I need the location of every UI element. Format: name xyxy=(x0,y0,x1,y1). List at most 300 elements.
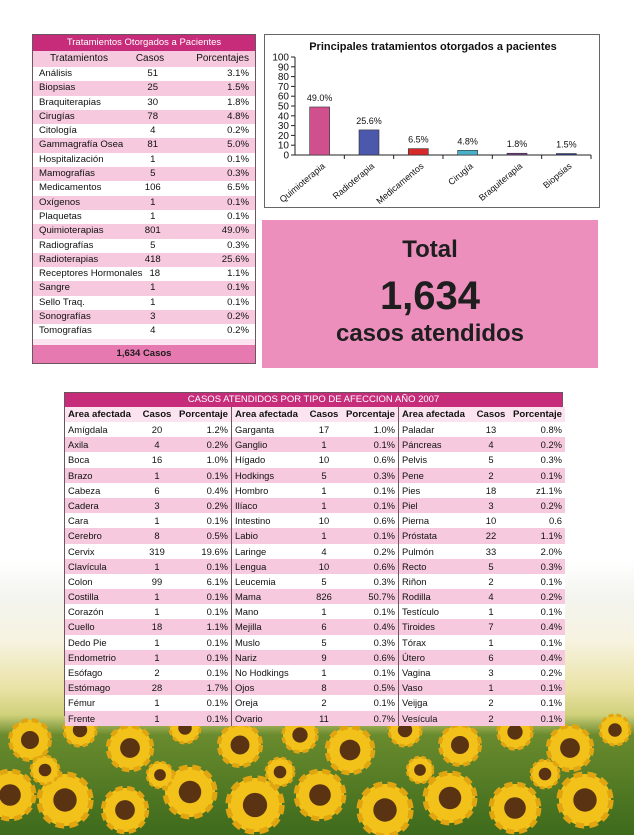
table-row xyxy=(399,483,565,498)
area-name: Mejilla xyxy=(235,621,262,633)
area-cases: 2 xyxy=(488,469,494,481)
table-row xyxy=(232,559,398,574)
treatment-name: Radiografías xyxy=(39,239,94,251)
area-percentage: 1.2% xyxy=(206,424,228,435)
sunflower-icon xyxy=(31,756,59,784)
sunflower-icon xyxy=(108,726,152,770)
area-cases: 2 xyxy=(154,667,160,678)
area-cases: 10 xyxy=(318,454,330,466)
area-percentage: 0.2% xyxy=(540,667,562,678)
table-row xyxy=(399,589,565,604)
area-name: Tiroides xyxy=(402,621,435,633)
area-percentage: 1.1% xyxy=(206,621,228,633)
area-percentage: 0.2% xyxy=(206,439,228,451)
area-name: Ilíaco xyxy=(235,499,258,511)
data-label: 1.8% xyxy=(506,139,528,150)
table-row xyxy=(65,619,231,634)
table-row xyxy=(232,452,398,467)
total-value: 1,634 xyxy=(379,274,481,318)
area-cases: 10 xyxy=(485,515,497,527)
area-percentage: 0.1% xyxy=(540,606,562,618)
affections-column xyxy=(231,407,399,726)
sunflower-icon xyxy=(407,757,433,783)
table-row xyxy=(65,498,231,513)
area-cases: 5 xyxy=(321,469,327,481)
area-name: Axila xyxy=(68,439,89,451)
treatment-name: Sello Traq. xyxy=(39,296,85,308)
data-label: 1.5% xyxy=(556,139,577,150)
area-percentage: 0.1% xyxy=(206,591,228,603)
area-name: Laringe xyxy=(235,545,267,557)
area-name: Tórax xyxy=(402,636,426,648)
area-percentage: 0.8% xyxy=(540,424,562,435)
table-row xyxy=(33,167,255,181)
treatments-chart xyxy=(264,34,600,208)
area-cases: 18 xyxy=(151,621,163,633)
total-label: Total xyxy=(402,236,458,263)
area-cases: 6 xyxy=(154,484,160,496)
area-cases: 22 xyxy=(485,530,497,542)
area-cases: 1 xyxy=(488,606,494,618)
header-area: Area afectada xyxy=(402,409,465,420)
affections-table-title: CASOS ATENDIDOS POR TIPO DE AFECCION AÑO 2007 xyxy=(65,393,562,407)
area-percentage: 0.6% xyxy=(373,515,395,527)
area-cases: 1 xyxy=(321,439,327,451)
area-cases: 2 xyxy=(488,712,494,724)
area-cases: 18 xyxy=(485,484,497,496)
area-name: Ganglio xyxy=(235,439,268,451)
treatment-name: Braquiterapias xyxy=(39,96,101,108)
treatment-percentage: 0.1% xyxy=(227,282,249,294)
treatment-name: Gammagrafía Osea xyxy=(39,139,124,151)
x-tick-label: Braquiterapia xyxy=(476,160,525,203)
y-tick-label: 50 xyxy=(277,101,289,113)
sunflower-icon xyxy=(491,784,539,832)
table-row xyxy=(33,267,255,281)
area-name: Colon xyxy=(68,575,93,587)
table-row xyxy=(232,635,398,650)
area-percentage: 0.2% xyxy=(540,591,562,603)
area-cases: 33 xyxy=(485,545,497,557)
table-row xyxy=(65,437,231,452)
area-name: Cerebro xyxy=(68,530,102,542)
area-name: Frente xyxy=(68,712,96,724)
area-cases: 1 xyxy=(154,697,160,709)
area-cases: 4 xyxy=(154,439,160,451)
area-cases: 8 xyxy=(154,530,160,542)
x-tick-label: Quimioterapia xyxy=(277,160,327,205)
table-row xyxy=(33,224,255,238)
area-cases: 10 xyxy=(318,515,330,527)
table-row xyxy=(65,665,231,680)
treatment-cases: 1 xyxy=(150,296,156,308)
table-row xyxy=(33,210,255,224)
treatments-table-total: 1,634 Casos xyxy=(33,345,255,363)
area-percentage: 0.1% xyxy=(206,651,228,663)
area-cases: 5 xyxy=(488,454,494,466)
area-cases: 1 xyxy=(321,667,327,678)
area-name: Cabeza xyxy=(68,484,101,496)
y-tick-label: 90 xyxy=(277,62,289,74)
area-name: Páncreas xyxy=(402,439,442,451)
area-percentage: 0.4% xyxy=(540,621,562,633)
treatment-cases: 1 xyxy=(150,210,156,222)
y-tick-label: 100 xyxy=(272,52,289,64)
area-cases: 5 xyxy=(321,575,327,587)
treatment-percentage: 6.5% xyxy=(227,182,249,194)
area-cases: 1 xyxy=(154,712,160,724)
treatment-cases: 418 xyxy=(144,253,161,265)
table-row xyxy=(399,513,565,528)
treatment-percentage: 0.1% xyxy=(227,153,249,165)
treatments-table-body xyxy=(33,67,255,339)
area-name: Leucemia xyxy=(235,575,276,587)
x-tick-label: Cirugía xyxy=(446,160,475,188)
sunflower-icon xyxy=(600,715,630,745)
treatment-cases: 81 xyxy=(147,139,159,151)
table-row xyxy=(65,422,231,437)
treatment-percentage: 3.1% xyxy=(227,68,249,79)
area-name: Pierna xyxy=(402,515,430,527)
area-name: Piel xyxy=(402,499,418,511)
area-cases: 13 xyxy=(485,424,497,435)
treatment-cases: 5 xyxy=(150,239,156,251)
table-row xyxy=(232,650,398,665)
area-percentage: 0.1% xyxy=(206,606,228,618)
area-name: Mano xyxy=(235,606,259,618)
table-row xyxy=(33,110,255,124)
y-tick-label: 10 xyxy=(277,140,289,152)
area-percentage: 0.6% xyxy=(373,454,395,466)
sunflower-icon xyxy=(228,778,282,832)
table-row xyxy=(33,138,255,152)
x-tick-label: Biopsias xyxy=(541,160,574,191)
area-name: Paladar xyxy=(402,424,435,435)
treatments-table-header xyxy=(33,51,255,67)
y-tick-label: 0 xyxy=(283,150,289,162)
treatment-percentage: 0.1% xyxy=(227,196,249,208)
area-name: Costilla xyxy=(68,591,99,603)
table-row xyxy=(399,437,565,452)
area-name: Cara xyxy=(68,515,89,527)
treatment-cases: 1 xyxy=(150,153,156,165)
area-name: Testículo xyxy=(402,606,439,618)
area-percentage: 0.1% xyxy=(373,606,395,618)
area-percentage: 0.3% xyxy=(373,469,395,481)
treatment-percentage: 1.1% xyxy=(227,268,249,280)
treatment-name: Radioterapias xyxy=(39,253,99,265)
area-cases: 10 xyxy=(318,560,330,572)
header-percentages: Porcentajes xyxy=(196,53,249,64)
table-row xyxy=(399,468,565,483)
sunflower-icon xyxy=(147,762,173,788)
area-cases: 20 xyxy=(151,424,163,435)
area-percentage: 0.5% xyxy=(206,530,228,542)
area-percentage: 0.2% xyxy=(540,439,562,451)
treatment-name: Medicamentos xyxy=(39,182,102,194)
area-name: Boca xyxy=(68,454,90,466)
table-row xyxy=(232,422,398,437)
total-caption: casos atendidos xyxy=(335,320,525,347)
data-label: 25.6% xyxy=(356,115,382,126)
affections-header xyxy=(65,407,231,422)
area-name: Hodkings xyxy=(235,469,275,481)
area-percentage: 0.1% xyxy=(540,682,562,694)
sunflower-icon xyxy=(359,784,411,835)
table-row xyxy=(65,635,231,650)
area-cases: 1 xyxy=(321,484,327,496)
treatment-name: Análisis xyxy=(39,68,73,79)
table-row xyxy=(232,483,398,498)
treatment-name: Oxígenos xyxy=(39,196,81,208)
header-cases: Casos xyxy=(142,409,172,420)
area-percentage: 0.1% xyxy=(540,712,562,724)
area-name: Vesícula xyxy=(402,712,438,724)
table-row xyxy=(399,650,565,665)
table-row xyxy=(232,544,398,559)
area-name: Vagina xyxy=(402,667,431,678)
treatment-percentage: 0.2% xyxy=(227,325,249,337)
table-row xyxy=(399,635,565,650)
treatment-percentage: 4.8% xyxy=(227,110,249,122)
header-cases: Casos xyxy=(476,409,506,420)
total-box xyxy=(262,220,598,368)
table-row xyxy=(232,468,398,483)
area-percentage: 0.1% xyxy=(373,530,395,542)
affections-table-body xyxy=(65,407,562,726)
area-cases: 6 xyxy=(488,651,494,663)
table-row xyxy=(232,711,398,726)
area-percentage: 0.1% xyxy=(540,469,562,481)
table-row xyxy=(232,604,398,619)
area-cases: 3 xyxy=(488,667,494,678)
area-name: No Hodkings xyxy=(235,667,289,678)
area-percentage: 0.1% xyxy=(373,667,395,678)
table-row xyxy=(33,310,255,324)
table-row xyxy=(33,67,255,81)
table-row xyxy=(399,604,565,619)
table-row xyxy=(65,452,231,467)
treatment-cases: 4 xyxy=(150,325,156,337)
table-row xyxy=(232,680,398,695)
table-row xyxy=(65,680,231,695)
table-row xyxy=(232,619,398,634)
data-label: 6.5% xyxy=(408,134,429,145)
table-row xyxy=(232,437,398,452)
treatment-cases: 3 xyxy=(150,311,156,323)
area-percentage: 1.0% xyxy=(206,454,228,466)
area-percentage: 0.1% xyxy=(540,575,562,587)
area-name: Próstata xyxy=(402,530,437,542)
area-name: Riñon xyxy=(402,575,427,587)
area-name: Pelvis xyxy=(402,454,428,466)
area-name: Pene xyxy=(402,469,424,481)
sunflower-icon xyxy=(327,727,373,773)
treatment-cases: 30 xyxy=(147,96,159,108)
area-percentage: 0.1% xyxy=(206,667,228,678)
area-cases: 1 xyxy=(321,499,327,511)
area-percentage: 1.1% xyxy=(540,530,562,542)
area-name: Amígdala xyxy=(68,424,108,435)
area-name: Hombro xyxy=(235,484,269,496)
area-percentage: 2.0% xyxy=(540,545,562,557)
treatment-name: Receptores Hormonales xyxy=(39,268,143,280)
area-percentage: 1.7% xyxy=(206,682,228,694)
area-cases: 11 xyxy=(319,712,329,724)
area-name: Cervix xyxy=(68,545,95,557)
y-tick-label: 80 xyxy=(277,72,289,84)
area-name: Corazón xyxy=(68,606,104,618)
table-row xyxy=(65,528,231,543)
area-percentage: 0.6 xyxy=(548,515,562,527)
area-name: Vaso xyxy=(402,682,423,694)
area-name: Mama xyxy=(235,591,262,603)
sunflower-icon xyxy=(425,773,475,823)
affections-column xyxy=(399,407,565,726)
header-percentage: Porcentaje xyxy=(178,409,228,420)
sunflower-icon xyxy=(266,758,294,786)
data-label: 49.0% xyxy=(306,92,333,103)
bar-medicamentos xyxy=(408,149,428,155)
treatment-name: Cirugías xyxy=(39,110,75,122)
area-name: Brazo xyxy=(68,469,93,481)
area-cases: 4 xyxy=(488,439,494,451)
area-cases: 4 xyxy=(488,591,494,603)
table-row xyxy=(399,619,565,634)
area-percentage: 0.1% xyxy=(540,697,562,709)
area-percentage: 0.1% xyxy=(206,515,228,527)
treatment-percentage: 49.0% xyxy=(221,225,249,237)
table-row xyxy=(33,196,255,210)
table-row xyxy=(65,574,231,589)
data-label: 4.8% xyxy=(457,136,478,147)
area-cases: 1 xyxy=(154,469,160,481)
y-tick-label: 40 xyxy=(277,111,289,123)
table-row xyxy=(65,589,231,604)
area-percentage: 0.1% xyxy=(206,560,228,572)
sunflower-icon xyxy=(219,724,261,766)
table-row xyxy=(232,513,398,528)
table-row xyxy=(33,239,255,253)
y-tick-label: 30 xyxy=(277,121,289,133)
sunflower-icon xyxy=(531,760,559,788)
treatment-percentage: 1.5% xyxy=(227,82,249,94)
header-cases: Casos xyxy=(135,53,165,64)
area-cases: 1 xyxy=(321,530,327,542)
sunflower-icon xyxy=(559,774,611,826)
area-cases: 16 xyxy=(151,454,163,466)
table-row xyxy=(232,498,398,513)
table-row xyxy=(65,483,231,498)
area-cases: 3 xyxy=(488,499,494,511)
area-percentage: 0.2% xyxy=(373,545,395,557)
table-row xyxy=(65,650,231,665)
header-percentage: Porcentaje xyxy=(512,409,562,420)
area-percentage: 0.4% xyxy=(373,621,395,633)
area-name: Recto xyxy=(402,560,427,572)
header-treatment: Tratamientos xyxy=(50,53,108,64)
table-row xyxy=(399,665,565,680)
area-cases: 7 xyxy=(488,621,494,633)
table-row xyxy=(399,711,565,726)
area-cases: 1 xyxy=(154,606,160,618)
treatment-percentage: 0.3% xyxy=(227,168,249,180)
area-name: Veijga xyxy=(402,697,428,709)
table-row xyxy=(232,665,398,680)
area-cases: 99 xyxy=(151,575,163,587)
table-row xyxy=(33,253,255,267)
area-cases: 6 xyxy=(321,621,327,633)
bar-braquiterapia xyxy=(507,153,527,155)
bar-quimioterapia xyxy=(310,107,330,155)
treatment-cases: 5 xyxy=(150,168,156,180)
area-percentage: 0.3% xyxy=(373,636,395,648)
area-cases: 9 xyxy=(321,651,327,663)
area-percentage: 0.3% xyxy=(540,560,562,572)
treatment-percentage: 0.1% xyxy=(227,296,249,308)
area-cases: 17 xyxy=(318,424,330,435)
treatment-cases: 18 xyxy=(149,268,161,280)
table-row xyxy=(399,559,565,574)
area-name: Útero xyxy=(402,651,425,663)
area-cases: 8 xyxy=(321,682,327,694)
area-percentage: 0.4% xyxy=(206,484,228,496)
treatment-name: Sangre xyxy=(39,282,70,294)
sunflower-icon xyxy=(440,725,480,765)
area-percentage: 0.1% xyxy=(373,499,395,511)
area-percentage: 0.7% xyxy=(373,712,395,724)
area-percentage: 0.2% xyxy=(206,499,228,511)
area-cases: 1 xyxy=(154,515,160,527)
treatments-table-title: Tratamientos Otorgados a Pacientes xyxy=(33,35,255,51)
treatment-name: Quimioterapias xyxy=(39,225,104,237)
table-row xyxy=(65,468,231,483)
area-name: Cadera xyxy=(68,499,99,511)
area-percentage: 0.4% xyxy=(540,651,562,663)
table-row xyxy=(399,695,565,710)
area-name: Fémur xyxy=(68,697,96,709)
table-row xyxy=(65,695,231,710)
treatment-cases: 1 xyxy=(150,282,156,294)
area-cases: 1 xyxy=(488,682,494,694)
area-name: Hígado xyxy=(235,454,266,466)
affections-header xyxy=(399,407,565,422)
area-cases: 1 xyxy=(488,636,494,648)
table-row xyxy=(232,695,398,710)
treatment-cases: 25 xyxy=(147,82,159,94)
area-cases: 1 xyxy=(154,591,160,603)
affections-column xyxy=(65,407,231,726)
area-percentage: 0.1% xyxy=(206,697,228,709)
area-cases: 2 xyxy=(488,697,494,709)
table-row xyxy=(33,324,255,338)
treatments-bar-chart xyxy=(265,35,601,209)
table-row xyxy=(65,604,231,619)
bar-cirugía xyxy=(458,150,478,155)
x-tick-label: Radioterapia xyxy=(330,160,377,202)
sunflower-icon xyxy=(10,720,50,760)
area-percentage: 19.6% xyxy=(201,545,228,557)
area-name: Garganta xyxy=(235,424,275,435)
area-name: Intestino xyxy=(235,515,271,527)
header-percentage: Porcentaje xyxy=(345,409,395,420)
area-name: Dedo Pie xyxy=(68,636,107,648)
area-percentage: 6.1% xyxy=(206,575,228,587)
area-name: Estómago xyxy=(68,682,111,694)
treatment-percentage: 0.1% xyxy=(227,210,249,222)
area-cases: 826 xyxy=(316,591,332,603)
y-tick-label: 60 xyxy=(277,91,289,103)
